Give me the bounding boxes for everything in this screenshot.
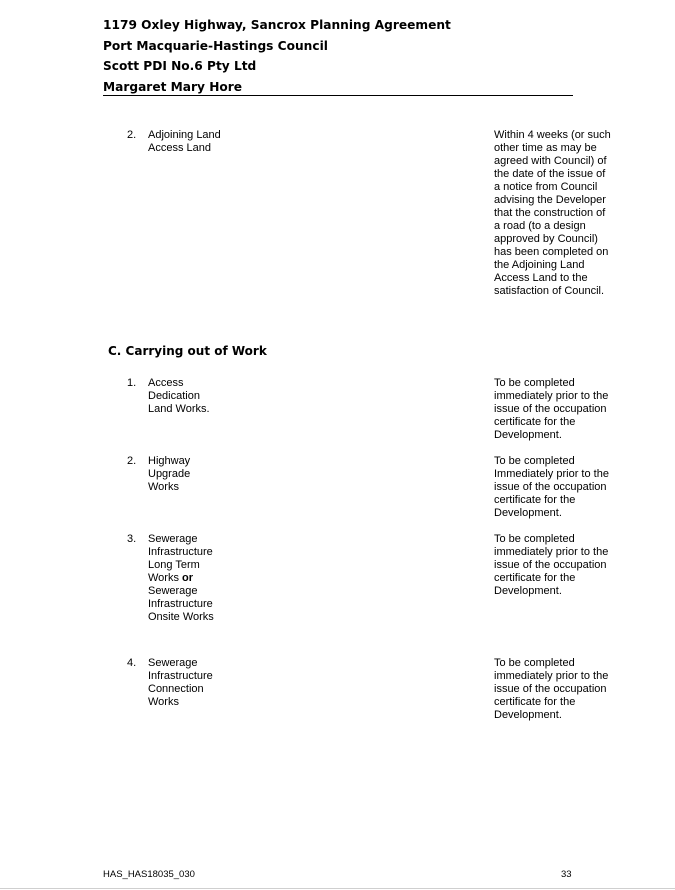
item-name xyxy=(148,533,223,624)
item-name: Access Dedication Land Works. xyxy=(148,377,210,415)
item-timing: To be completed immediately prior to the issue of the occupation certificate for the Development. xyxy=(494,533,609,597)
page-bottom-edge xyxy=(0,888,675,889)
item-timing: To be completed immediately prior to the issue of the occupation certificate for the Development. xyxy=(494,657,609,721)
document-header xyxy=(103,15,573,97)
item-timing: To be completed immediately prior to the issue of the occupation certificate for the Development. xyxy=(494,377,609,441)
item-number: 3. xyxy=(127,533,137,545)
header-developer: Scott PDI No.6 Pty Ltd xyxy=(103,59,257,73)
header-divider xyxy=(103,95,573,96)
section-heading: C. Carrying out of Work xyxy=(108,344,267,358)
item-timing: To be completed Immediately prior to the issue of the occupation certificate for the Development. xyxy=(494,455,609,519)
header-title: 1179 Oxley Highway, Sancrox Planning Agreement xyxy=(103,18,451,32)
item-name-part: Sewerage Infrastructure Long Term Works xyxy=(148,533,213,584)
item-number: 2. xyxy=(127,455,137,467)
item-name: Highway Upgrade Works xyxy=(148,455,191,493)
item-number: 1. xyxy=(127,377,137,389)
item-timing: Within 4 weeks (or such other time as may be agreed with Council) of the date of the issue of a notice from Council advising the Developer that the construction of a road (to a design approved by Council) has been completed on the Adjoining Land Access Land to the satisfaction of Council. xyxy=(494,129,611,297)
item-number: 4. xyxy=(127,657,137,669)
footer-page-number: 33 xyxy=(561,869,572,880)
item-number: 2. xyxy=(127,129,137,141)
item-name-conjunction: or xyxy=(182,572,194,584)
item-name: Sewerage Infrastructure Connection Works xyxy=(148,657,213,708)
footer-doc-ref: HAS_HAS18035_030 xyxy=(103,869,195,880)
item-name-part: Sewerage Infrastructure Onsite Works xyxy=(148,585,214,623)
item-name: Adjoining Land Access Land xyxy=(148,129,221,154)
header-landowner: Margaret Mary Hore xyxy=(103,79,243,94)
header-council: Port Macquarie-Hastings Council xyxy=(103,38,328,53)
